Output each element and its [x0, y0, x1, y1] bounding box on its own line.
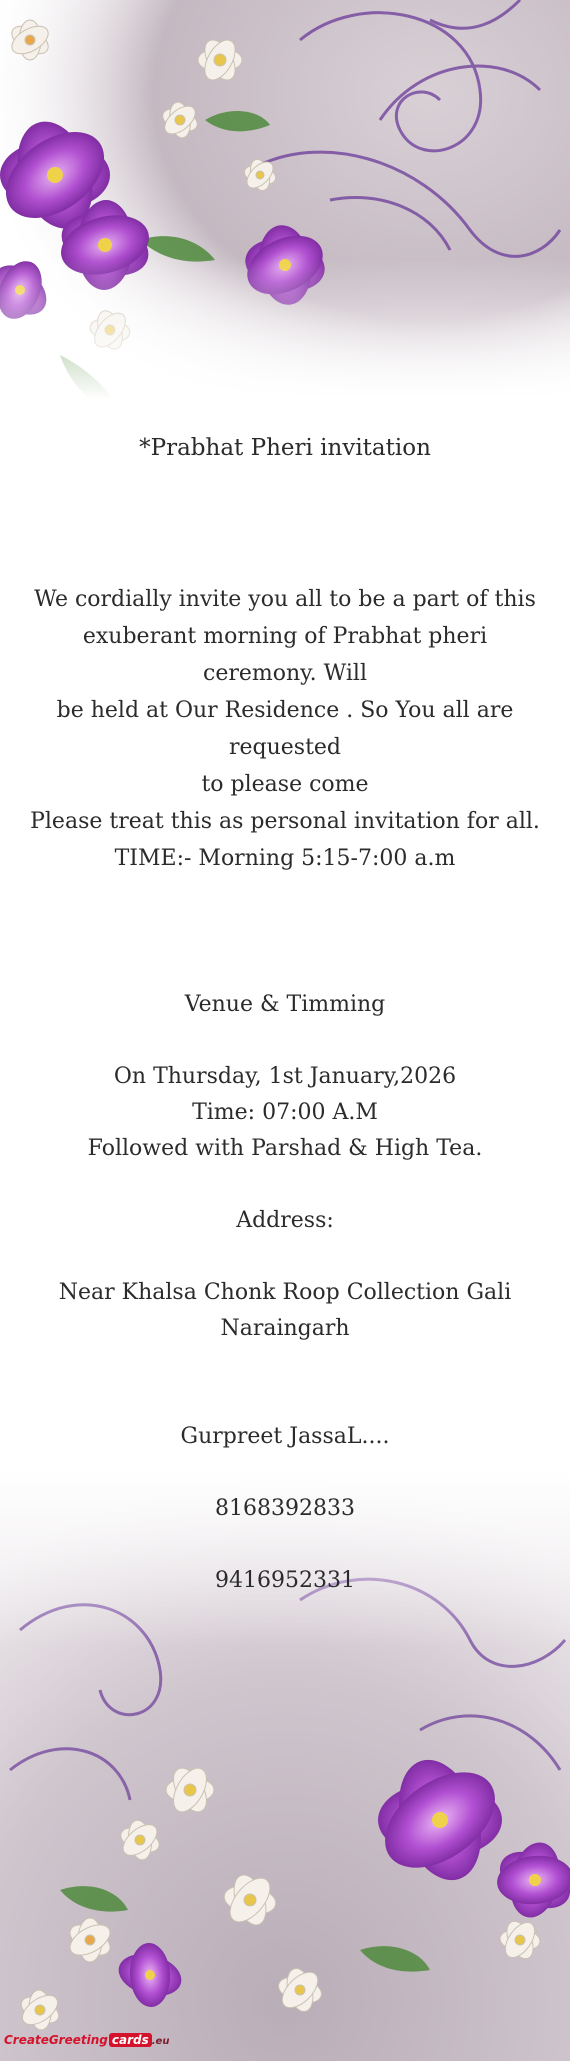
- brand-logo[interactable]: [4, 2028, 170, 2058]
- venue-details: [30, 987, 540, 1599]
- phone-number-1: 8168392833: [215, 1496, 355, 1521]
- event-time: Time: 07:00 A.M: [192, 1100, 378, 1125]
- body-line: We cordially invite you all to be a part of this: [34, 587, 536, 612]
- phone-number-2: 9416952331: [215, 1568, 355, 1593]
- brand-logo-part3: .eu: [151, 2036, 170, 2047]
- spacer: [30, 1527, 540, 1563]
- spacer: [30, 1455, 540, 1491]
- body-line: Please treat this as personal invitation for all.: [30, 809, 540, 834]
- spacer: [30, 1023, 540, 1059]
- spacer: [30, 1239, 540, 1275]
- body-line: be held at Our Residence . So You all are requested: [56, 698, 514, 760]
- venue-heading: Venue & Timming: [184, 992, 386, 1017]
- invitation-title-block: [30, 430, 540, 467]
- address-line-1: Near Khalsa Chonk Roop Collection Gali: [58, 1280, 512, 1305]
- spacer: [30, 1383, 540, 1419]
- address-line-2: Naraingarh: [220, 1316, 350, 1341]
- host-name: Gurpreet JassaL....: [180, 1424, 390, 1449]
- top-floral-art: [0, 0, 570, 470]
- spacer: [30, 1347, 540, 1383]
- top-floral-decoration: [0, 0, 570, 470]
- invitation-title: *Prabhat Pheri invitation: [139, 435, 431, 461]
- brand-logo-text: [4, 2033, 169, 2047]
- address-label: Address:: [236, 1208, 334, 1233]
- spacer: [30, 1167, 540, 1203]
- brand-logo-part1: CreateGreeting: [4, 2033, 108, 2047]
- brand-logo-part2: cards: [109, 2033, 152, 2047]
- event-time-line: TIME:- Morning 5:15-7:00 a.m: [114, 846, 456, 871]
- invitation-body: [30, 581, 540, 877]
- refreshments-note: Followed with Parshad & High Tea.: [87, 1136, 483, 1161]
- body-line: exuberant morning of Prabhat pheri ceremony. Will: [82, 624, 488, 686]
- body-line: to please come: [201, 772, 369, 797]
- event-date: On Thursday, 1st January,2026: [113, 1064, 457, 1089]
